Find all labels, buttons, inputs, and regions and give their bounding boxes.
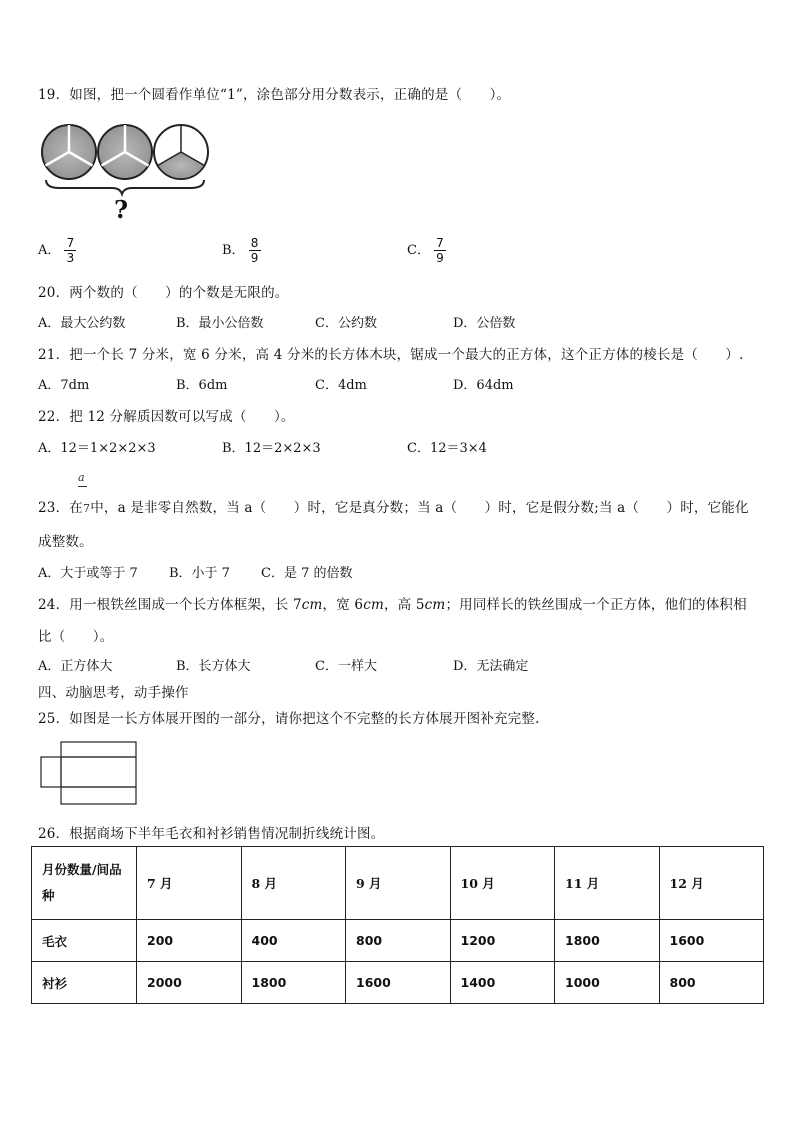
table-header-row [32, 847, 764, 920]
q20-text: 20．两个数的（ ）的个数是无限的。 [38, 285, 289, 301]
header-month: 8 月 [241, 847, 346, 920]
header-corner-cell: 月份数量/间品 种 [32, 847, 137, 920]
q23-fraction-numerator: a [78, 471, 85, 484]
q26-text: 26．根据商场下半年毛衣和衬衫销售情况制折线统计图。 [38, 826, 385, 842]
circle-3 [154, 125, 208, 179]
q23-option-b[interactable]: B．小于 7 [169, 566, 230, 581]
q22-text: 22．把 12 分解质因数可以写成（ ）。 [38, 409, 295, 425]
row-label: 毛衣 [32, 920, 137, 962]
q23-option-a[interactable]: A．大于或等于 7 [38, 566, 138, 581]
header-month: 10 月 [450, 847, 555, 920]
q24-option-b[interactable]: B．长方体大 [176, 659, 251, 674]
q20-option-d[interactable]: D．公倍数 [453, 316, 516, 331]
header-month: 12 月 [659, 847, 764, 920]
q19-text: 19．如图，把一个圆看作单位“1”，涂色部分用分数表示，正确的是（ ）。 [38, 87, 511, 103]
q19-option-a[interactable] [38, 236, 76, 265]
table-cell: 1600 [659, 920, 764, 962]
option-label: B． [222, 243, 245, 258]
table-cell: 1000 [555, 962, 660, 1004]
section-title: 四、动脑思考，动手操作 [38, 685, 189, 701]
table-cell: 200 [137, 920, 242, 962]
fraction: $\frac{7}{3}$ [64, 236, 76, 265]
q22-option-a[interactable]: A．12＝1×2×2×3 [38, 441, 156, 456]
q23-text-line1: 23．在7中，a 是非零自然数，当 a（ ）时，它是真分数；当 a（ ）时，它是假分数;当 a（ ）时，它能化 [38, 500, 749, 516]
table-cell: 1800 [241, 962, 346, 1004]
q23-text-line2: 成整数。 [38, 534, 93, 550]
header-month: 11 月 [555, 847, 660, 920]
q21-option-d[interactable]: D．64dm [453, 378, 514, 393]
table-cell: 400 [241, 920, 346, 962]
q24-option-a[interactable]: A．正方体大 [38, 659, 113, 674]
q20-option-b[interactable]: B．最小公倍数 [176, 316, 264, 331]
circle-2 [98, 125, 152, 179]
question-mark: ? [114, 195, 129, 222]
q21-option-a[interactable]: A．7dm [38, 378, 90, 393]
q23-fraction-bar [78, 486, 87, 487]
q21-option-b[interactable]: B．6dm [176, 378, 228, 393]
fraction: $\frac{8}{9}$ [249, 236, 261, 265]
q22-option-c[interactable]: C．12＝3×4 [407, 441, 487, 456]
option-label: C． [407, 243, 430, 258]
q21-option-c[interactable]: C．4dm [315, 378, 367, 393]
header-month: 9 月 [346, 847, 451, 920]
q24-option-d[interactable]: D．无法确定 [453, 659, 529, 674]
q22-option-b[interactable]: B．12＝2×2×3 [222, 441, 321, 456]
table-cell: 800 [346, 920, 451, 962]
q23-option-c[interactable]: C．是 7 的倍数 [261, 566, 353, 581]
q24-option-c[interactable]: C．一样大 [315, 659, 377, 674]
q24-text-line2: 比（ ）。 [38, 629, 114, 645]
table-cell: 1200 [450, 920, 555, 962]
table-row [32, 920, 764, 962]
option-label: A． [38, 243, 61, 258]
table-cell: 1400 [450, 962, 555, 1004]
net-figure [40, 741, 140, 807]
table-cell: 1800 [555, 920, 660, 962]
table-cell: 1600 [346, 962, 451, 1004]
circle-1 [42, 125, 96, 179]
row-label: 衬衫 [32, 962, 137, 1004]
brace [46, 180, 204, 194]
q25-text: 25．如图是一长方体展开图的一部分，请你把这个不完整的长方体展开图补充完整. [38, 711, 540, 727]
sales-table [31, 846, 764, 1004]
header-month: 7 月 [137, 847, 242, 920]
q19-option-c[interactable] [407, 236, 446, 265]
table-row [32, 962, 764, 1004]
q21-text: 21．把一个长 7 分米，宽 6 分米，高 4 分米的长方体木块，锯成一个最大的正方体，这个正方体的棱长是（ ）. [38, 347, 744, 363]
q20-option-a[interactable]: A．最大公约数 [38, 316, 126, 331]
q20-option-c[interactable]: C．公约数 [315, 316, 377, 331]
table-cell: 800 [659, 962, 764, 1004]
fraction: $\frac{7}{9}$ [434, 236, 446, 265]
q19-option-b[interactable] [222, 236, 261, 265]
table-cell: 2000 [137, 962, 242, 1004]
circles-figure [40, 122, 215, 222]
q24-text-line1: 24．用一根铁丝围成一个长方体框架，长 7cm，宽 6cm，高 5cm；用同样长的铁丝围成一个正方体，他们的体积相 [38, 597, 747, 613]
